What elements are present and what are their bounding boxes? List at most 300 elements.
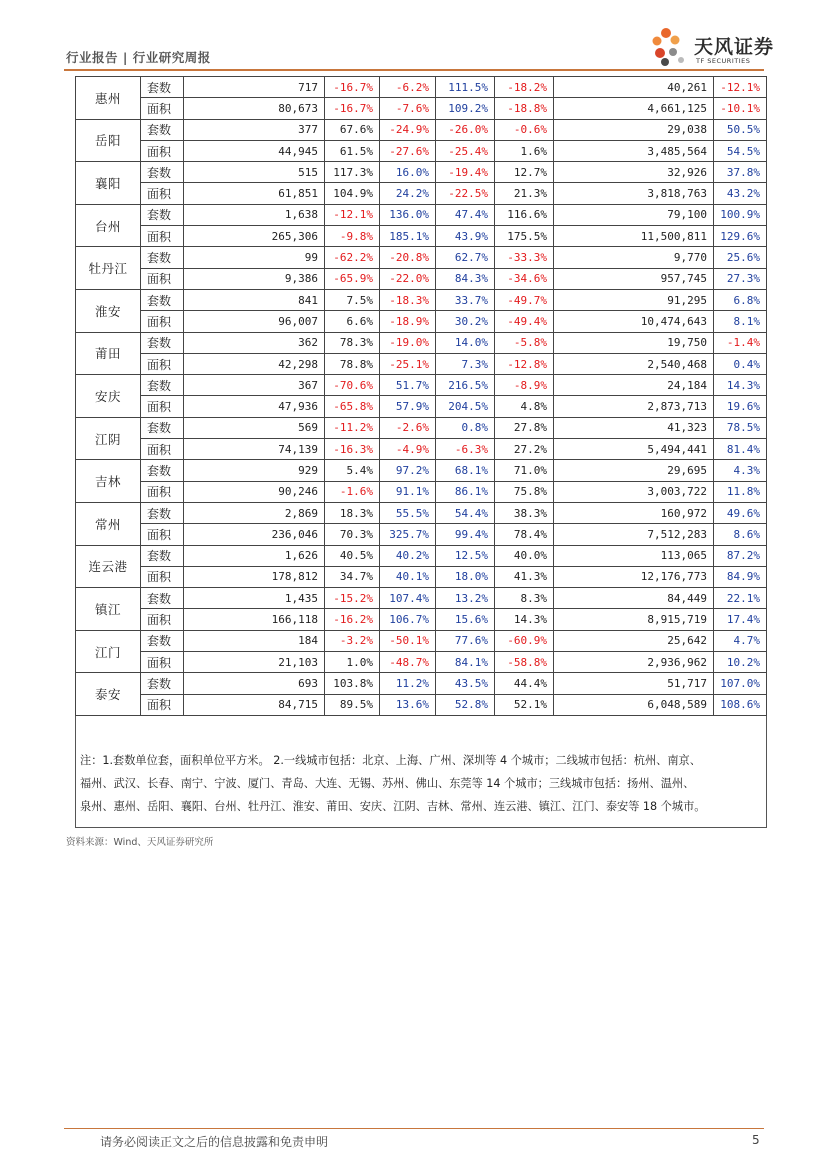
percent-change-cell: -1.6% [325, 481, 380, 502]
metric-label: 套数 [141, 77, 184, 98]
table-row [76, 652, 767, 673]
percent-change-cell: 25.6% [714, 247, 767, 268]
cumulative-value-cell: 19,750 [554, 332, 714, 353]
percent-change-cell: 7.5% [325, 289, 380, 310]
weekly-value-cell: 74,139 [184, 439, 325, 460]
percent-change-cell: 11.2% [380, 673, 436, 694]
percent-change-cell: 89.5% [325, 694, 380, 715]
percent-change-cell: 103.8% [325, 673, 380, 694]
metric-label: 套数 [141, 630, 184, 651]
cumulative-value-cell: 9,770 [554, 247, 714, 268]
percent-change-cell: 14.3% [714, 375, 767, 396]
metric-label: 面积 [141, 226, 184, 247]
table-row [76, 204, 767, 225]
percent-change-cell: -8.9% [495, 375, 554, 396]
percent-change-cell: 52.1% [495, 694, 554, 715]
percent-change-cell: 49.6% [714, 502, 767, 523]
weekly-value-cell: 1,435 [184, 588, 325, 609]
metric-label: 套数 [141, 417, 184, 438]
percent-change-cell: -18.2% [495, 77, 554, 98]
percent-change-cell: 12.7% [495, 162, 554, 183]
percent-change-cell: 19.6% [714, 396, 767, 417]
percent-change-cell: -58.8% [495, 652, 554, 673]
percent-change-cell: -16.3% [325, 439, 380, 460]
percent-change-cell: 54.5% [714, 140, 767, 161]
metric-label: 面积 [141, 481, 184, 502]
table-row [76, 396, 767, 417]
city-name: 台州 [76, 204, 141, 247]
metric-label: 面积 [141, 566, 184, 587]
cumulative-value-cell: 3,485,564 [554, 140, 714, 161]
percent-change-cell: 54.4% [436, 502, 495, 523]
housing-sales-table [75, 76, 767, 716]
cumulative-value-cell: 84,449 [554, 588, 714, 609]
percent-change-cell: 14.0% [436, 332, 495, 353]
percent-change-cell: 15.6% [436, 609, 495, 630]
percent-change-cell: 47.4% [436, 204, 495, 225]
percent-change-cell: 84.3% [436, 268, 495, 289]
city-name: 襄阳 [76, 162, 141, 205]
percent-change-cell: -27.6% [380, 140, 436, 161]
metric-label: 面积 [141, 652, 184, 673]
percent-change-cell: -62.2% [325, 247, 380, 268]
cumulative-value-cell: 113,065 [554, 545, 714, 566]
percent-change-cell: 17.4% [714, 609, 767, 630]
table-row [76, 98, 767, 119]
percent-change-cell: -0.6% [495, 119, 554, 140]
metric-label: 面积 [141, 183, 184, 204]
weekly-value-cell: 367 [184, 375, 325, 396]
percent-change-cell: 38.3% [495, 502, 554, 523]
cumulative-value-cell: 6,048,589 [554, 694, 714, 715]
note-line-3: 泉州、惠州、岳阳、襄阳、台州、牡丹江、淮安、莆田、安庆、江阴、吉林、常州、连云港、镇江、江门、泰安等 18 个城市。 [80, 800, 706, 813]
cumulative-value-cell: 4,661,125 [554, 98, 714, 119]
table-row [76, 588, 767, 609]
percent-change-cell: -10.1% [714, 98, 767, 119]
city-name: 江阴 [76, 417, 141, 460]
percent-change-cell: 61.5% [325, 140, 380, 161]
percent-change-cell: 81.4% [714, 439, 767, 460]
table-row [76, 268, 767, 289]
percent-change-cell: 7.3% [436, 353, 495, 374]
percent-change-cell: 87.2% [714, 545, 767, 566]
cumulative-value-cell: 79,100 [554, 204, 714, 225]
percent-change-cell: 8.3% [495, 588, 554, 609]
percent-change-cell: 108.6% [714, 694, 767, 715]
percent-change-cell: -22.0% [380, 268, 436, 289]
percent-change-cell: 129.6% [714, 226, 767, 247]
percent-change-cell: 51.7% [380, 375, 436, 396]
percent-change-cell: 44.4% [495, 673, 554, 694]
percent-change-cell: -19.4% [436, 162, 495, 183]
percent-change-cell: -1.4% [714, 332, 767, 353]
weekly-value-cell: 362 [184, 332, 325, 353]
percent-change-cell: 78.3% [325, 332, 380, 353]
percent-change-cell: 12.5% [436, 545, 495, 566]
percent-change-cell: -12.8% [495, 353, 554, 374]
percent-change-cell: 16.0% [380, 162, 436, 183]
percent-change-cell: 8.6% [714, 524, 767, 545]
logo-flower-icon [648, 24, 694, 70]
city-name: 吉林 [76, 460, 141, 503]
percent-change-cell: 27.8% [495, 417, 554, 438]
note-line-1: 注：1.套数单位套，面积单位平方米。 2.一线城市包括：北京、上海、广州、深圳等 4 个城市；二线城市包括：杭州、南京、 [80, 754, 701, 767]
weekly-value-cell: 42,298 [184, 353, 325, 374]
percent-change-cell: -18.8% [495, 98, 554, 119]
percent-change-cell: 86.1% [436, 481, 495, 502]
weekly-value-cell: 61,851 [184, 183, 325, 204]
percent-change-cell: 91.1% [380, 481, 436, 502]
percent-change-cell: 185.1% [380, 226, 436, 247]
percent-change-cell: -65.8% [325, 396, 380, 417]
percent-change-cell: 204.5% [436, 396, 495, 417]
metric-label: 面积 [141, 396, 184, 417]
percent-change-cell: -50.1% [380, 630, 436, 651]
percent-change-cell: 216.5% [436, 375, 495, 396]
logo-english-text: TF SECURITIES [696, 57, 751, 65]
logo-chinese-text: 天风证券 [694, 36, 775, 58]
metric-label: 套数 [141, 289, 184, 310]
percent-change-cell: 30.2% [436, 311, 495, 332]
percent-change-cell: -49.7% [495, 289, 554, 310]
percent-change-cell: 40.2% [380, 545, 436, 566]
percent-change-cell: -70.6% [325, 375, 380, 396]
weekly-value-cell: 515 [184, 162, 325, 183]
percent-change-cell: 11.8% [714, 481, 767, 502]
metric-label: 面积 [141, 140, 184, 161]
percent-change-cell: 107.4% [380, 588, 436, 609]
percent-change-cell: 24.2% [380, 183, 436, 204]
metric-label: 面积 [141, 524, 184, 545]
metric-label: 面积 [141, 311, 184, 332]
percent-change-cell: 136.0% [380, 204, 436, 225]
metric-label: 套数 [141, 332, 184, 353]
weekly-value-cell: 569 [184, 417, 325, 438]
percent-change-cell: 70.3% [325, 524, 380, 545]
percent-change-cell: -20.8% [380, 247, 436, 268]
metric-label: 套数 [141, 502, 184, 523]
percent-change-cell: -34.6% [495, 268, 554, 289]
weekly-value-cell: 47,936 [184, 396, 325, 417]
percent-change-cell: 40.0% [495, 545, 554, 566]
percent-change-cell: 22.1% [714, 588, 767, 609]
percent-change-cell: 77.6% [436, 630, 495, 651]
table-row [76, 545, 767, 566]
cumulative-value-cell: 8,915,719 [554, 609, 714, 630]
percent-change-cell: -26.0% [436, 119, 495, 140]
percent-change-cell: -65.9% [325, 268, 380, 289]
metric-label: 套数 [141, 673, 184, 694]
cumulative-value-cell: 24,184 [554, 375, 714, 396]
percent-change-cell: -2.6% [380, 417, 436, 438]
percent-change-cell: -4.9% [380, 439, 436, 460]
cumulative-value-cell: 3,003,722 [554, 481, 714, 502]
weekly-value-cell: 178,812 [184, 566, 325, 587]
cumulative-value-cell: 2,540,468 [554, 353, 714, 374]
city-name: 牡丹江 [76, 247, 141, 290]
percent-change-cell: 107.0% [714, 673, 767, 694]
metric-label: 套数 [141, 162, 184, 183]
cumulative-value-cell: 41,323 [554, 417, 714, 438]
cumulative-value-cell: 160,972 [554, 502, 714, 523]
percent-change-cell: 4.7% [714, 630, 767, 651]
table-row [76, 289, 767, 310]
weekly-value-cell: 166,118 [184, 609, 325, 630]
city-name: 淮安 [76, 289, 141, 332]
percent-change-cell: 40.5% [325, 545, 380, 566]
percent-change-cell: -48.7% [380, 652, 436, 673]
table-note [75, 747, 767, 818]
metric-label: 套数 [141, 375, 184, 396]
cumulative-value-cell: 12,176,773 [554, 566, 714, 587]
table-row [76, 673, 767, 694]
percent-change-cell: 57.9% [380, 396, 436, 417]
table-row [76, 439, 767, 460]
cumulative-value-cell: 25,642 [554, 630, 714, 651]
percent-change-cell: 84.1% [436, 652, 495, 673]
cumulative-value-cell: 40,261 [554, 77, 714, 98]
percent-change-cell: -25.1% [380, 353, 436, 374]
percent-change-cell: 27.2% [495, 439, 554, 460]
percent-change-cell: 43.2% [714, 183, 767, 204]
percent-change-cell: -16.7% [325, 77, 380, 98]
city-name: 连云港 [76, 545, 141, 588]
cumulative-value-cell: 11,500,811 [554, 226, 714, 247]
percent-change-cell: -19.0% [380, 332, 436, 353]
percent-change-cell: 4.8% [495, 396, 554, 417]
table-row [76, 77, 767, 98]
percent-change-cell: 6.6% [325, 311, 380, 332]
company-logo [648, 24, 778, 70]
cumulative-value-cell: 957,745 [554, 268, 714, 289]
percent-change-cell: -24.9% [380, 119, 436, 140]
table-row [76, 247, 767, 268]
percent-change-cell: 6.8% [714, 289, 767, 310]
weekly-value-cell: 99 [184, 247, 325, 268]
percent-change-cell: 4.3% [714, 460, 767, 481]
percent-change-cell: 104.9% [325, 183, 380, 204]
percent-change-cell: 1.6% [495, 140, 554, 161]
weekly-value-cell: 929 [184, 460, 325, 481]
cumulative-value-cell: 7,512,283 [554, 524, 714, 545]
weekly-value-cell: 2,869 [184, 502, 325, 523]
percent-change-cell: 1.0% [325, 652, 380, 673]
cumulative-value-cell: 29,695 [554, 460, 714, 481]
metric-label: 套数 [141, 204, 184, 225]
table-row [76, 332, 767, 353]
city-name: 安庆 [76, 375, 141, 418]
percent-change-cell: 325.7% [380, 524, 436, 545]
percent-change-cell: -9.8% [325, 226, 380, 247]
cumulative-value-cell: 2,873,713 [554, 396, 714, 417]
cumulative-value-cell: 2,936,962 [554, 652, 714, 673]
percent-change-cell: -12.1% [714, 77, 767, 98]
weekly-value-cell: 44,945 [184, 140, 325, 161]
percent-change-cell: 111.5% [436, 77, 495, 98]
percent-change-cell: -25.4% [436, 140, 495, 161]
metric-label: 套数 [141, 247, 184, 268]
percent-change-cell: 43.5% [436, 673, 495, 694]
table-row [76, 694, 767, 715]
percent-change-cell: 75.8% [495, 481, 554, 502]
percent-change-cell: 67.6% [325, 119, 380, 140]
metric-label: 面积 [141, 268, 184, 289]
table-row [76, 353, 767, 374]
table-row [76, 502, 767, 523]
metric-label: 面积 [141, 609, 184, 630]
city-name: 岳阳 [76, 119, 141, 162]
table-row [76, 481, 767, 502]
percent-change-cell: 18.0% [436, 566, 495, 587]
table-row [76, 162, 767, 183]
header-divider [64, 69, 764, 71]
percent-change-cell: -60.9% [495, 630, 554, 651]
cumulative-value-cell: 51,717 [554, 673, 714, 694]
percent-change-cell: 27.3% [714, 268, 767, 289]
percent-change-cell: 55.5% [380, 502, 436, 523]
weekly-value-cell: 9,386 [184, 268, 325, 289]
table-row [76, 417, 767, 438]
percent-change-cell: -16.7% [325, 98, 380, 119]
percent-change-cell: 50.5% [714, 119, 767, 140]
percent-change-cell: 99.4% [436, 524, 495, 545]
percent-change-cell: 37.8% [714, 162, 767, 183]
table-row [76, 226, 767, 247]
percent-change-cell: 13.6% [380, 694, 436, 715]
weekly-value-cell: 841 [184, 289, 325, 310]
percent-change-cell: 68.1% [436, 460, 495, 481]
page-number: 5 [752, 1133, 760, 1147]
city-name: 江门 [76, 630, 141, 673]
city-name: 常州 [76, 502, 141, 545]
percent-change-cell: -16.2% [325, 609, 380, 630]
note-line-2: 福州、武汉、长春、南宁、宁波、厦门、青岛、大连、无锡、苏州、佛山、东莞等 14 个城市；三线城市包括：扬州、温州、 [80, 777, 695, 790]
percent-change-cell: -18.3% [380, 289, 436, 310]
table-row [76, 609, 767, 630]
city-name: 惠州 [76, 77, 141, 120]
footer-divider [64, 1128, 764, 1129]
percent-change-cell: 78.5% [714, 417, 767, 438]
percent-change-cell: 84.9% [714, 566, 767, 587]
metric-label: 套数 [141, 119, 184, 140]
percent-change-cell: 8.1% [714, 311, 767, 332]
city-name: 莆田 [76, 332, 141, 375]
table-row [76, 375, 767, 396]
percent-change-cell: 43.9% [436, 226, 495, 247]
percent-change-cell: 117.3% [325, 162, 380, 183]
percent-change-cell: -15.2% [325, 588, 380, 609]
percent-change-cell: -18.9% [380, 311, 436, 332]
percent-change-cell: -7.6% [380, 98, 436, 119]
percent-change-cell: 175.5% [495, 226, 554, 247]
percent-change-cell: -6.3% [436, 439, 495, 460]
percent-change-cell: 106.7% [380, 609, 436, 630]
percent-change-cell: 78.8% [325, 353, 380, 374]
city-name: 泰安 [76, 673, 141, 716]
percent-change-cell: 78.4% [495, 524, 554, 545]
weekly-value-cell: 96,007 [184, 311, 325, 332]
percent-change-cell: 5.4% [325, 460, 380, 481]
percent-change-cell: 40.1% [380, 566, 436, 587]
weekly-value-cell: 236,046 [184, 524, 325, 545]
table-row [76, 460, 767, 481]
weekly-value-cell: 184 [184, 630, 325, 651]
percent-change-cell: 52.8% [436, 694, 495, 715]
weekly-value-cell: 90,246 [184, 481, 325, 502]
percent-change-cell: -6.2% [380, 77, 436, 98]
percent-change-cell: 34.7% [325, 566, 380, 587]
percent-change-cell: 71.0% [495, 460, 554, 481]
cumulative-value-cell: 10,474,643 [554, 311, 714, 332]
percent-change-cell: -5.8% [495, 332, 554, 353]
footer-disclaimer: 请务必阅读正文之后的信息披露和免责申明 [100, 1135, 329, 1149]
metric-label: 面积 [141, 353, 184, 374]
percent-change-cell: 0.8% [436, 417, 495, 438]
cumulative-value-cell: 91,295 [554, 289, 714, 310]
percent-change-cell: 10.2% [714, 652, 767, 673]
weekly-value-cell: 717 [184, 77, 325, 98]
table-row [76, 630, 767, 651]
metric-label: 套数 [141, 460, 184, 481]
weekly-value-cell: 1,626 [184, 545, 325, 566]
weekly-value-cell: 84,715 [184, 694, 325, 715]
percent-change-cell: -12.1% [325, 204, 380, 225]
percent-change-cell: -49.4% [495, 311, 554, 332]
metric-label: 面积 [141, 439, 184, 460]
table-row [76, 566, 767, 587]
weekly-value-cell: 21,103 [184, 652, 325, 673]
weekly-value-cell: 265,306 [184, 226, 325, 247]
percent-change-cell: 21.3% [495, 183, 554, 204]
percent-change-cell: 33.7% [436, 289, 495, 310]
weekly-value-cell: 80,673 [184, 98, 325, 119]
percent-change-cell: -33.3% [495, 247, 554, 268]
table-row [76, 119, 767, 140]
table-row [76, 524, 767, 545]
data-source: 资料来源：Wind、天风证券研究所 [66, 837, 214, 848]
percent-change-cell: 13.2% [436, 588, 495, 609]
metric-label: 套数 [141, 545, 184, 566]
percent-change-cell: -11.2% [325, 417, 380, 438]
metric-label: 面积 [141, 98, 184, 119]
cumulative-value-cell: 32,926 [554, 162, 714, 183]
cumulative-value-cell: 5,494,441 [554, 439, 714, 460]
percent-change-cell: 41.3% [495, 566, 554, 587]
percent-change-cell: 116.6% [495, 204, 554, 225]
table-row [76, 311, 767, 332]
percent-change-cell: 100.9% [714, 204, 767, 225]
percent-change-cell: 14.3% [495, 609, 554, 630]
percent-change-cell: 97.2% [380, 460, 436, 481]
percent-change-cell: 18.3% [325, 502, 380, 523]
percent-change-cell: 109.2% [436, 98, 495, 119]
weekly-value-cell: 377 [184, 119, 325, 140]
header-title: 行业报告 | 行业研究周报 [66, 50, 211, 65]
cumulative-value-cell: 3,818,763 [554, 183, 714, 204]
weekly-value-cell: 693 [184, 673, 325, 694]
metric-label: 套数 [141, 588, 184, 609]
weekly-value-cell: 1,638 [184, 204, 325, 225]
cumulative-value-cell: 29,038 [554, 119, 714, 140]
percent-change-cell: 0.4% [714, 353, 767, 374]
metric-label: 面积 [141, 694, 184, 715]
city-name: 镇江 [76, 588, 141, 631]
percent-change-cell: 62.7% [436, 247, 495, 268]
percent-change-cell: -3.2% [325, 630, 380, 651]
table-row [76, 183, 767, 204]
table-row [76, 140, 767, 161]
percent-change-cell: -22.5% [436, 183, 495, 204]
